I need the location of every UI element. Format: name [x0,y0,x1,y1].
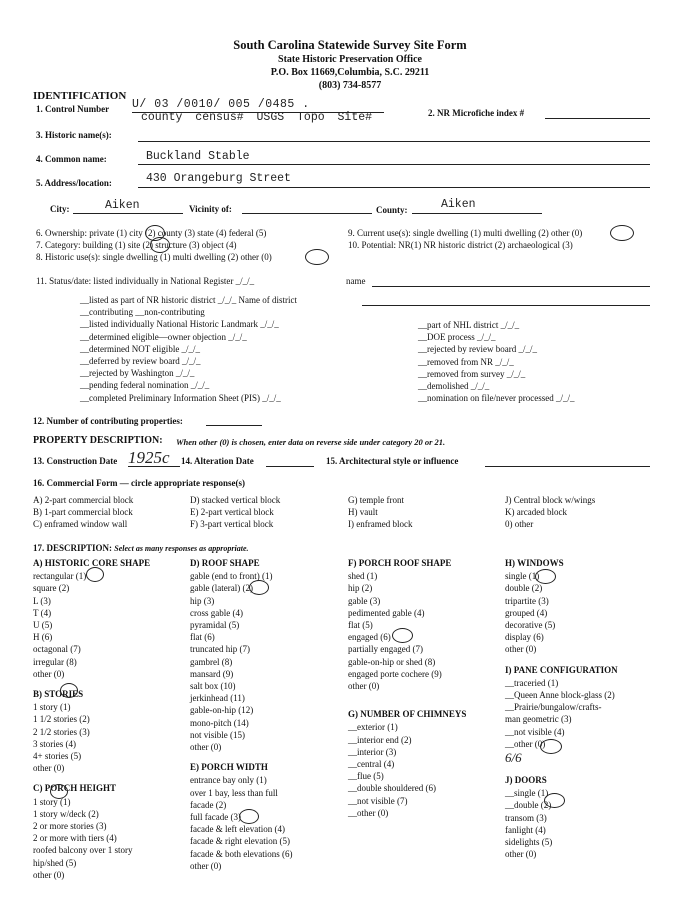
county-field[interactable]: Aiken [441,198,476,211]
historic-name-label: 3. Historic name(s): [36,130,112,140]
stories-circle [60,683,78,698]
desc-col-3: F) PORCH ROOF SHAPE shed (1) hip (2) gable (3) pedimented gable (4) flat (5) engaged (6) partially engaged (7) gable-on-hip or shed (8) engaged porte cochere (9) other (0) G) NUMBER OF CHIMNEYS __exterior (1) __interior end (2) __interior (3) __central (4) __flue (5) __double shouldered (6) __not visible (7) __other (0) [348,558,467,818]
vicinity-label: Vicinity of: [189,204,232,214]
arch-style-field[interactable] [485,466,650,467]
status-line: 11. Status/date: listed individually in National Register _/_/_ [36,276,255,286]
control-number-subfields: county census# USGS Topo Site# [141,111,373,124]
core-shape-circle [86,567,104,582]
office-phone: (803) 734-8577 [318,80,382,91]
arch-style-label: 15. Architectural style or influence [326,456,459,466]
historic-use-line: 8. Historic use(s): single dwelling (1) multi dwelling (2) other (0) [36,252,272,262]
current-use-line: 9. Current use(s): single dwelling (1) multi dwelling (2) other (0) [348,228,583,238]
name-field[interactable] [372,286,650,287]
porch-height-circle [50,784,68,799]
description-heading: 17. DESCRIPTION: Select as many responses as appropriate. [33,543,249,553]
historic-use-circle [305,249,329,265]
address-field[interactable]: 430 Orangeburg Street [146,172,291,185]
alteration-date-label: 14. Alteration Date [181,456,254,466]
address-label: 5. Address/location: [36,178,112,188]
desc-col-1: A) HISTORIC CORE SHAPE rectangular (1) square (2) L (3) T (4) U (5) H (6) octagonal (7) irregular (8) other (0) B) STORIES 1 story (1) 1 1/2 stories (2) 2 1/2 stories (3) 3 stories (4) 4+ stories (5) other (0) C) PORCH HEIGHT 1 story (1) 1 story w/deck (2) 2 or more stories (3) 2 or more with tiers (4) roofed balcony over 1 story hip/shed (5) other (0) [33,558,151,880]
city-label: City: [50,204,70,214]
pane-circle [540,739,562,754]
category-circle [150,237,170,253]
identification-heading: IDENTIFICATION [33,90,127,102]
construction-date-field[interactable]: 1925c [128,448,170,467]
control-number-label: 1. Control Number [36,104,110,114]
common-name-field[interactable]: Buckland Stable [146,150,250,163]
commercial-form-label: 16. Commercial Form — circle appropriate response(s) [33,478,246,488]
form-title: South Carolina Statewide Survey Site Form [233,38,467,52]
district-name-field[interactable] [362,305,650,306]
desc-col-2: D) ROOF SHAPE gable (end to front) (1) gable (lateral) (2) hip (3) cross gable (4) pyramidal (5) flat (6) truncated hip (7) gambrel (8) mansard (9) salt box (10) jerkinhead (11) gable-on-hip (12) mono-pitch (14) not visible (15) other (0) E) PORCH WIDTH entrance bay only (1) over 1 bay, less than full facade (2) full facade (3) facade & left elevation (4) facade & right elevation (5) facade & both elevations (6) other (0) [190,558,293,871]
desc-col-4: H) WINDOWS single (1) double (2) tripartite (3) grouped (4) decorative (5) display (6) other (0) I) PANE CONFIGURATION __traceried (1) __Queen Anne block-glass (2) __Prairie/bungalow/crafts- man geometric (3) __not visible (4) __other (0) 6/6 J) DOORS __single (1) __double (2) transom (3) fanlight (4) sidelights (5) other (0) [505,558,618,860]
status-left-list: __listed as part of NR historic district _/_/_ Name of district __contributing __non-contributing __listed individually National Historic Landmark _/_/_ __determined eligible—owner objection _/_/_ __determined NOT eligible _/_/_ __deferred by review board _/_/_ __rejected by Washington _/_/_ __pending federal nomination _/_/_ __completed Preliminary Information Sheet (PIS) _/_/_ [80,295,297,403]
roof-shape-circle [249,580,269,595]
property-description-heading: PROPERTY DESCRIPTION: [33,435,163,446]
historic-name-field[interactable] [138,141,650,142]
commercial-col-2: D) stacked vertical block E) 2-part vertical block F) 3-part vertical block [190,495,281,530]
nr-microfiche-label: 2. NR Microfiche index # [428,108,525,118]
doors-circle [544,793,565,808]
contributing-field[interactable] [206,425,262,426]
county-label: County: [376,205,408,215]
windows-circle [535,569,556,584]
commercial-col-3: G) temple front H) vault I) enframed block [348,495,413,530]
porch-roof-circle [392,628,413,643]
office-address: P.O. Box 11669,Columbia, S.C. 29211 [270,67,430,78]
contributing-label: 12. Number of contributing properties: [33,416,183,426]
office-name: State Historic Preservation Office [278,54,422,65]
potential-line: 10. Potential: NR(1) NR historic district (2) archaeological (3) [348,240,573,250]
pane-note: 6/6 [505,750,522,766]
property-description-note: When other (0) is chosen, enter data on reverse side under category 20 or 21. [176,437,446,447]
ownership-line: 6. Ownership: private (1) city (2) county (3) state (4) federal (5) [36,228,267,238]
category-line: 7. Category: building (1) site (2) structure (3) object (4) [36,240,237,250]
control-number-field[interactable]: U/ 03 /0010/ 005 /0485 . [132,98,310,111]
current-use-circle [610,225,634,241]
status-right-list: __part of NHL district _/_/_ __DOE process _/_/_ __rejected by review board _/_/_ __removed from NR _/_/_ __removed from survey _/_/_ __demolished _/_/_ __nomination on file/never processed _/_/_ [418,320,575,404]
commercial-col-4: J) Central block w/wings K) arcaded block 0) other [505,495,596,530]
construction-date-label: 13. Construction Date [33,456,118,466]
common-name-label: 4. Common name: [36,154,107,164]
commercial-col-1: A) 2-part commercial block B) 1-part commercial block C) enframed window wall [33,495,134,530]
city-field[interactable]: Aiken [105,199,140,212]
name-label: name [346,276,366,286]
alteration-date-field[interactable] [266,466,314,467]
nr-microfiche-field[interactable] [545,118,650,119]
vicinity-field[interactable] [242,213,372,214]
porch-width-circle [239,809,259,824]
